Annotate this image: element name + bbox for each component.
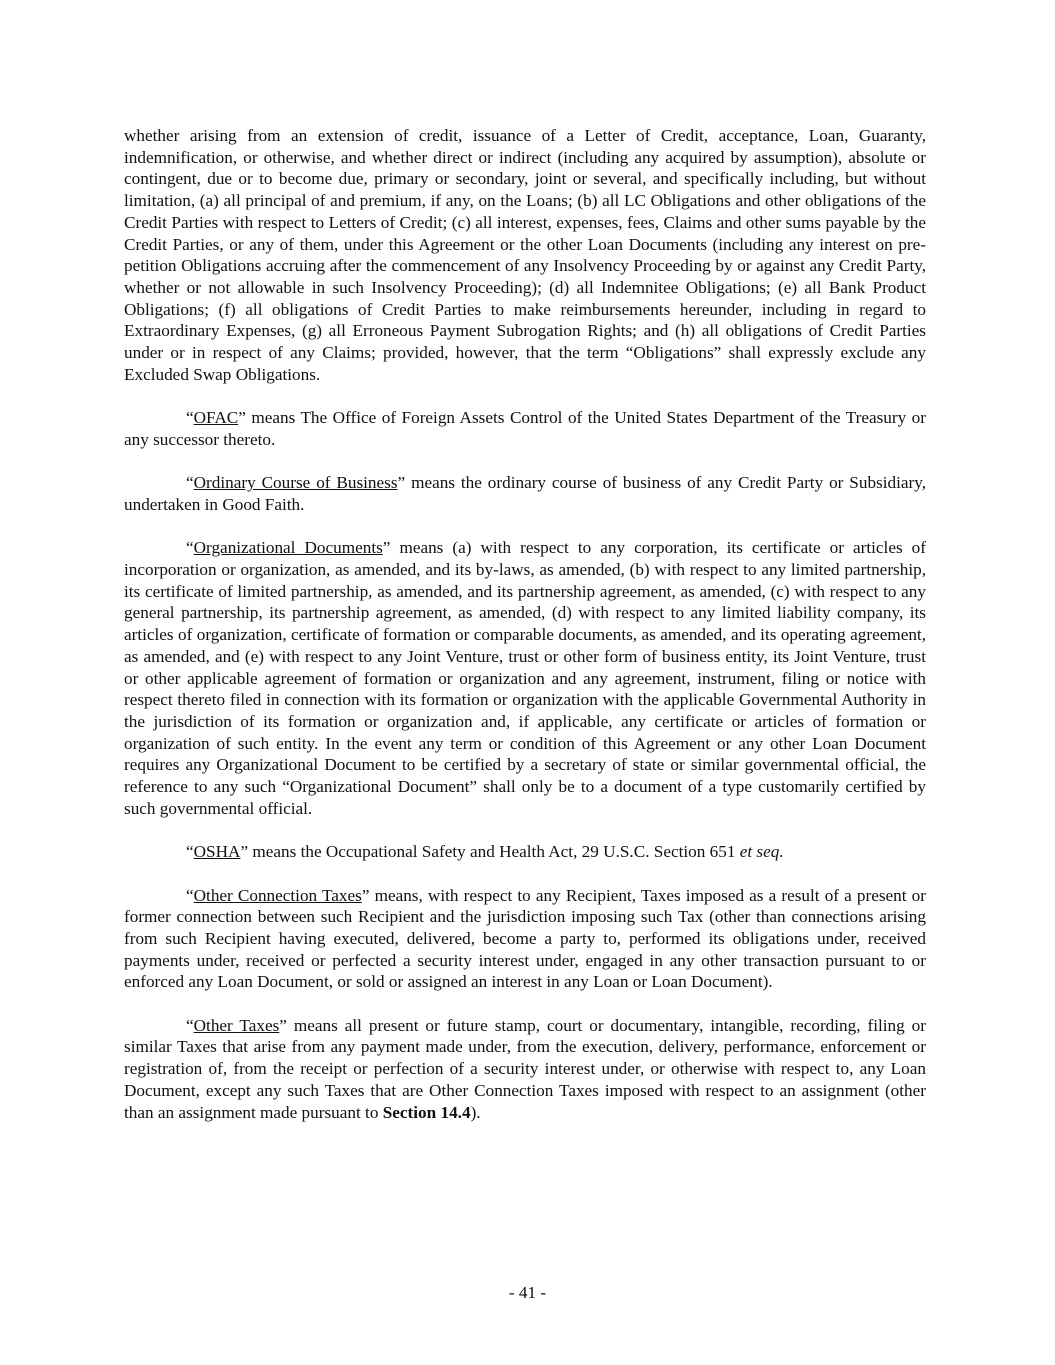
defined-term-osha: OSHA (193, 842, 241, 862)
open-quote: “ (186, 842, 194, 862)
definition-body: ” means all present or future stamp, court or documentary, intangible, recording, filing or similar Taxes that arise from any payment made under, from the execution, delivery, performance, enforcement or registration of, from the receipt or perfection of a security interest under, or otherwise with respect to, any Loan Document, except any such Taxes that are Other Connection Taxes imposed with respect to an assignment (other than an assignment made pursuant to (124, 1015, 926, 1122)
open-quote: “ (186, 885, 194, 905)
defined-term-organizational-documents: Organizational Documents (193, 538, 383, 558)
definition-body: ” means The Office of Foreign Assets Control of the United States Department of the Treasury or any successor thereto. (124, 408, 926, 449)
defined-term-other-connection-taxes: Other Connection Taxes (193, 885, 362, 905)
obligations-continuation-paragraph (124, 125, 926, 385)
italic-et-seq: et seq. (739, 842, 784, 862)
defined-term-ordinary-course: Ordinary Course of Business (193, 473, 398, 493)
definition-other-taxes (124, 1015, 926, 1124)
definition-organizational-documents (124, 537, 926, 819)
definition-osha (124, 841, 926, 863)
open-quote: “ (186, 473, 194, 493)
closing-punctuation: ). (470, 1102, 481, 1122)
definition-body: ” means the ordinary course of business of any Credit Party or Subsidiary, undertaken in Good Faith. (124, 473, 926, 514)
definition-ordinary-course-of-business (124, 472, 926, 515)
definition-body: ” means (a) with respect to any corporation, its certificate or articles of incorporation or organization, as amended, and its by-laws, as amended, (b) with respect to any limited partnership, its certificate of limited partnership, as amended, and its partnership agreement, as amended, (c) with respect to any general partnership, its partnership agreement, as amended, (d) with respect to any limited liability company, its articles of organization, certificate of formation or comparable documents, as amended, and its operating agreement, as amended, and (e) with respect to any Joint Venture, trust or other form of business entity, its Joint Venture, trust or other applicable agreement of formation or organization and any agreement, instrument, filing or notice with respect thereto filed in connection with its formation or organization with the applicable Governmental Authority in the jurisdiction of its formation or organization and, if applicable, any certificate or articles of formation or organization of such entity. In the event any term or condition of this Agreement or any other Loan Document requires any Organizational Document to be certified by a secretary of state or similar governmental official, the reference to any such “Organizational Document” shall only be to a document of a type customarily certified by such governmental official. (124, 538, 926, 818)
open-quote: “ (186, 538, 194, 558)
document-page (124, 125, 926, 1145)
page-number: - 41 - (508, 1283, 547, 1302)
open-quote: “ (186, 1015, 194, 1035)
definition-other-connection-taxes (124, 885, 926, 994)
defined-term-ofac: OFAC (193, 408, 239, 428)
defined-term-other-taxes: Other Taxes (193, 1015, 280, 1035)
definition-body: ” means the Occupational Safety and Health Act, 29 U.S.C. Section 651 (240, 842, 740, 862)
definition-ofac (124, 407, 926, 450)
definition-body: ” means, with respect to any Recipient, Taxes imposed as a result of a present or former connection between such Recipient and the jurisdiction imposing such Tax (other than connections arising from such Recipient having executed, delivered, become a party to, performed its obligations under, received payments under, received or perfected a security interest under, engaged in any other transaction pursuant to or enforced any Loan Document, or sold or assigned an interest in any Loan or Loan Document). (124, 885, 926, 992)
continuation-text: whether arising from an extension of credit, issuance of a Letter of Credit, acceptance, Loan, Guaranty, indemnification, or otherwise, and whether direct or indirect (including any acquired by assumption), absolute or contingent, due or to become due, primary or secondary, joint or several, and specifically including, but without limitation, (a) all principal of and premium, if any, on the Loans; (b) all LC Obligations and other obligations of the Credit Parties with respect to Letters of Credit; (c) all interest, expenses, fees, Claims and other sums payable by the Credit Parties, or any of them, under this Agreement or the other Loan Documents (including any interest on pre-petition Obligations accruing after the commencement of any Insolvency Proceeding by or against any Credit Party, whether or not allowable in such Insolvency Proceeding); (d) all Indemnitee Obligations; (e) all Bank Product Obligations; (f) all obligations of Credit Parties to make reimbursements hereunder, including in regard to Extraordinary Expenses, (g) all Erroneous Payment Subrogation Rights; and (h) all obligations of Credit Parties under or in respect of any Claims; provided, however, that the term “Obligations” shall expressly exclude any Excluded Swap Obligations. (124, 126, 926, 384)
open-quote: “ (186, 408, 194, 428)
section-reference: Section 14.4 (382, 1102, 471, 1122)
